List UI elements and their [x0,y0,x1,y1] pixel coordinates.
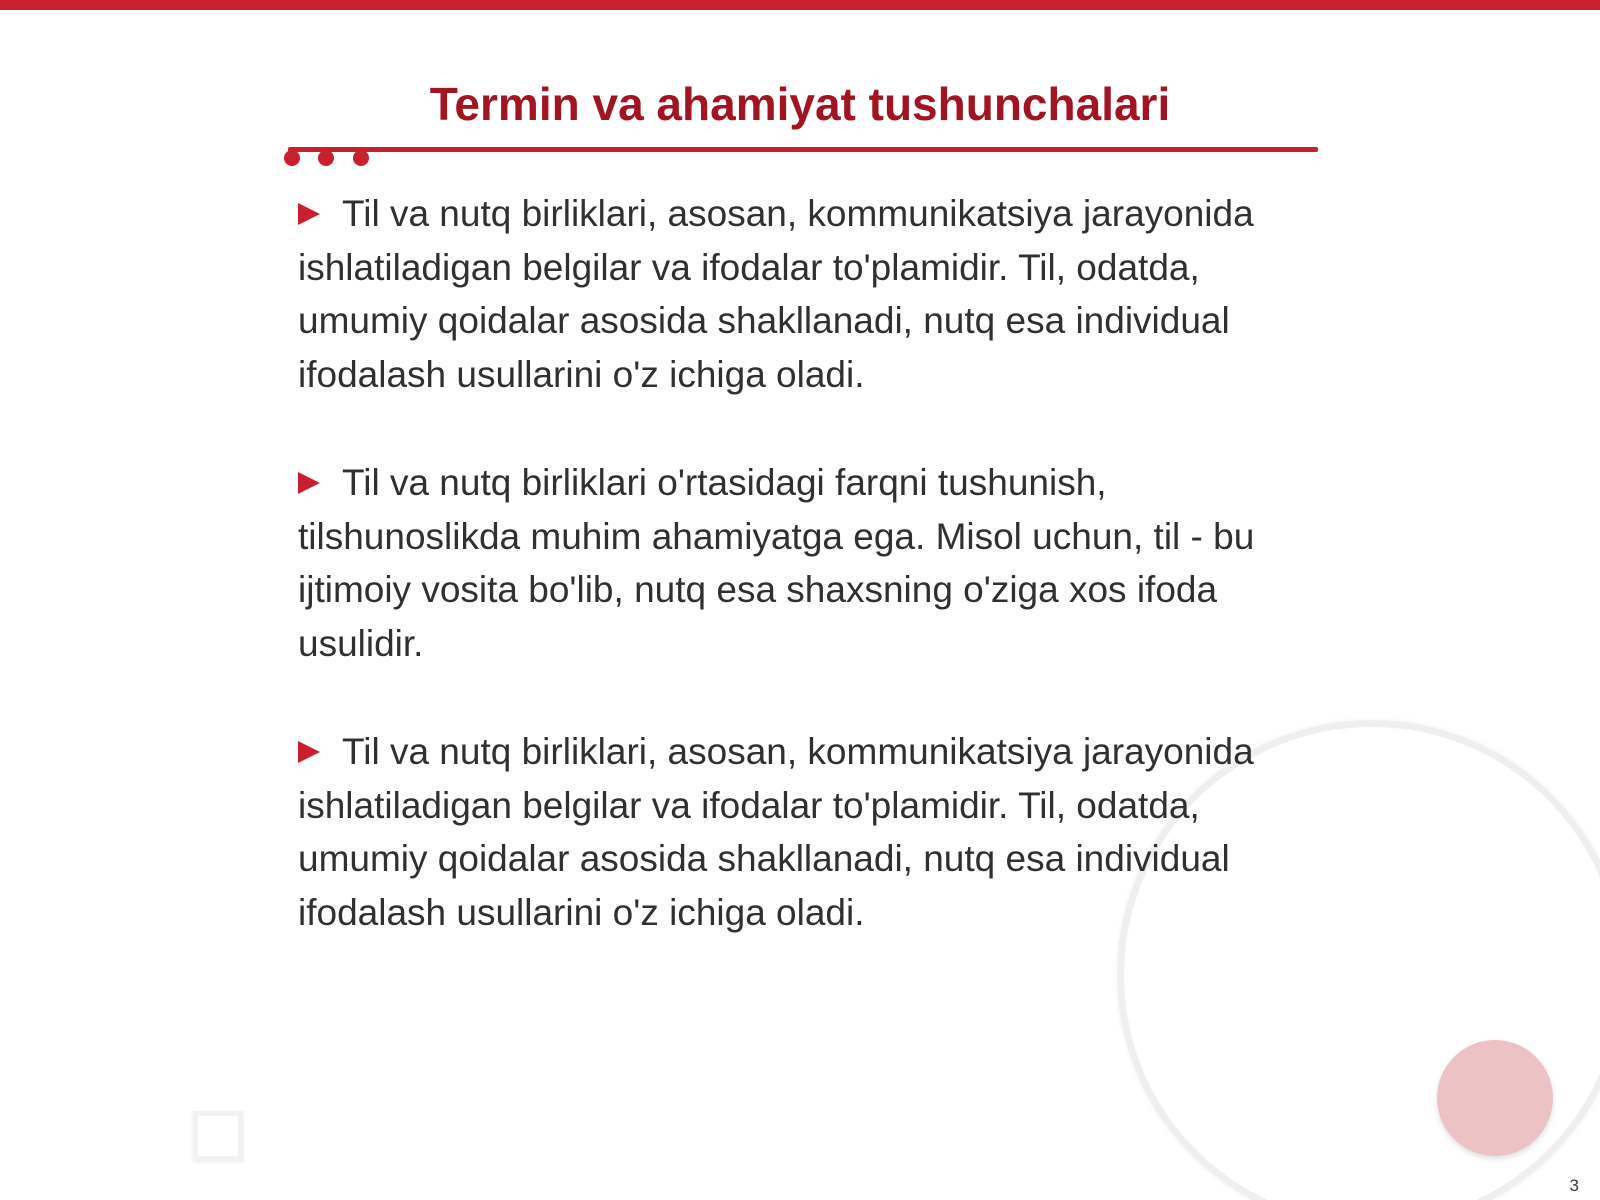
triangle-right-icon [298,203,320,225]
decorative-square [193,1111,243,1161]
underline-dot [353,150,369,166]
bullet-text: Til va nutq birliklari, asosan, kommunikatsiya jarayonida ishlatiladigan belgilar va ifodalar to'plamidir. Til, odatda, umumiy qoidalar asosida shakllanadi, nutq esa individual ifodalash usullarini o'z ichiga oladi. [298,731,1254,933]
title-underline [288,147,1318,152]
bullet-item [298,187,1318,401]
bullet-text: Til va nutq birliklari o'rtasidagi farqni tushunish, tilshunoslikda muhim ahamiyatga ega. Misol uchun, til - bu ijtimoiy vosita bo'lib, nutq esa shaxsning o'ziga xos ifoda usulidir. [298,462,1255,664]
bullet-item [298,456,1318,670]
bullet-text: Til va nutq birliklari, asosan, kommunikatsiya jarayonida ishlatiladigan belgilar va ifodalar to'plamidir. Til, odatda, umumiy qoidalar asosida shakllanadi, nutq esa individual ifodalash usullarini o'z ichiga oladi. [298,193,1254,395]
decorative-circle [1437,1040,1553,1156]
triangle-right-icon [298,741,320,763]
bullet-list [298,187,1318,939]
bullet-item [298,725,1318,939]
underline-dot [284,150,300,166]
underline-dot [318,150,334,166]
page-number: 3 [1569,1176,1579,1195]
top-accent-bar [0,0,1600,10]
slide-title: Termin va ahamiyat tushunchalari [429,78,1171,130]
triangle-right-icon [298,472,320,494]
